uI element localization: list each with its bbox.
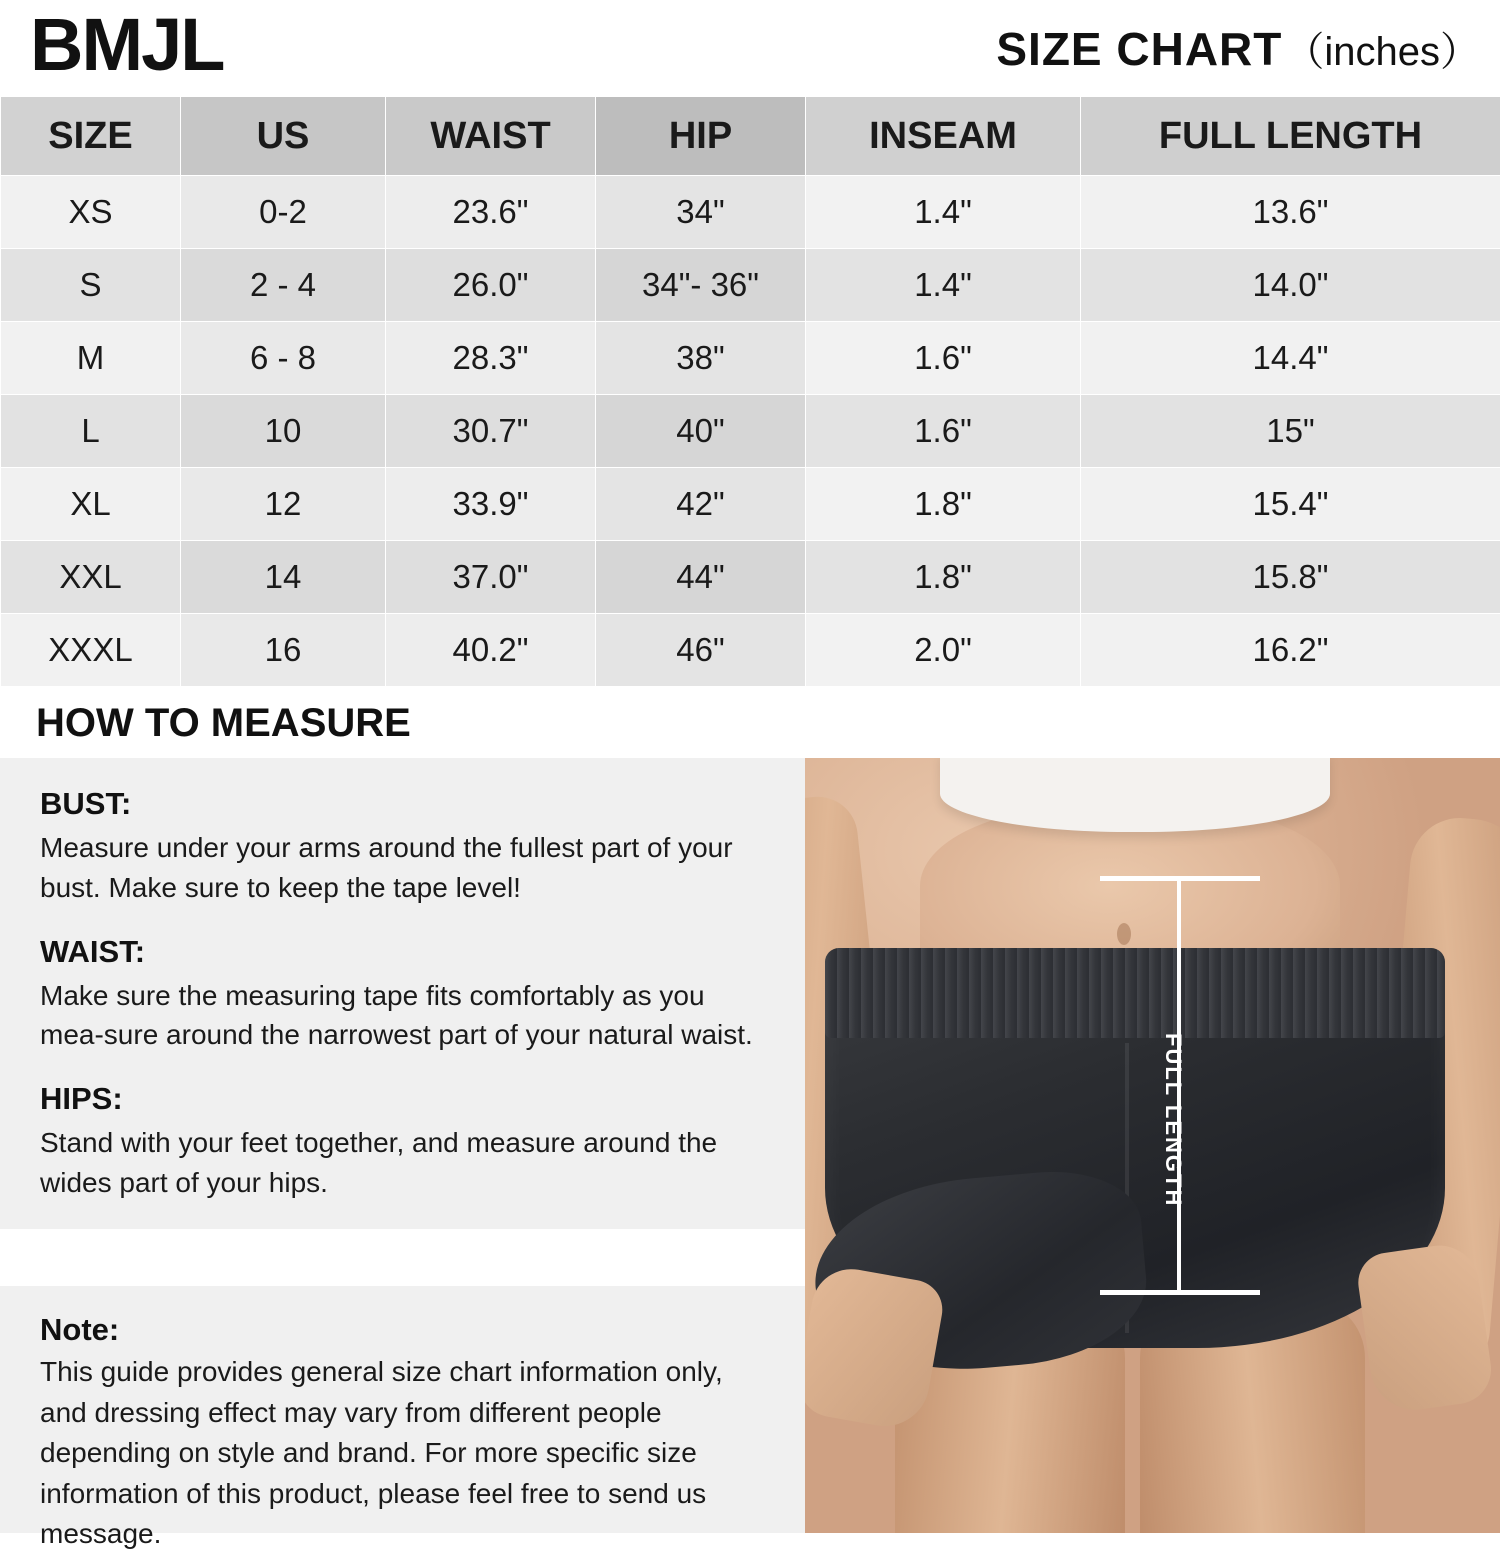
model-navel	[1117, 923, 1131, 945]
column-header-hip: HIP	[596, 97, 806, 176]
cell-us: 0-2	[181, 176, 386, 249]
column-header-inseam: INSEAM	[806, 97, 1081, 176]
cell-us: 2 - 4	[181, 249, 386, 322]
cell-hip: 34"- 36"	[596, 249, 806, 322]
how-to-measure-title: HOW TO MEASURE	[0, 687, 1500, 758]
cell-size: XXXL	[1, 614, 181, 687]
measure-and-photo-area	[0, 758, 1500, 1533]
chart-title-group	[996, 20, 1480, 77]
cell-us: 6 - 8	[181, 322, 386, 395]
note-text: This guide provides general size chart information only, and dressing effect may vary from different people depending on style and brand. For more specific size information of this product, please feel free to send us message.	[40, 1352, 771, 1555]
table-row	[1, 468, 1500, 541]
measure-cap-bottom	[1100, 1290, 1260, 1295]
page-header	[0, 0, 1500, 96]
note-panel	[0, 1286, 805, 1533]
table-row	[1, 614, 1500, 687]
table-row	[1, 541, 1500, 614]
cell-inseam: 1.4"	[806, 176, 1081, 249]
cell-hip: 44"	[596, 541, 806, 614]
brand-logo: BMJL	[30, 8, 223, 82]
cell-inseam: 1.6"	[806, 395, 1081, 468]
cell-size: L	[1, 395, 181, 468]
page-title-units: （inches）	[1284, 20, 1480, 77]
cell-waist: 30.7"	[386, 395, 596, 468]
column-header-waist: WAIST	[386, 97, 596, 176]
cell-inseam: 1.8"	[806, 541, 1081, 614]
cell-hip: 46"	[596, 614, 806, 687]
cell-waist: 40.2"	[386, 614, 596, 687]
cell-full-length: 15.4"	[1081, 468, 1500, 541]
cell-size: XXL	[1, 541, 181, 614]
cell-full-length: 13.6"	[1081, 176, 1500, 249]
cell-full-length: 15"	[1081, 395, 1500, 468]
measure-label-waist: WAIST:	[40, 934, 771, 970]
cell-full-length: 15.8"	[1081, 541, 1500, 614]
cell-us: 10	[181, 395, 386, 468]
column-header-full-length: FULL LENGTH	[1081, 97, 1500, 176]
page-title: SIZE CHART	[996, 22, 1282, 76]
panel-divider	[0, 1220, 805, 1286]
table-row	[1, 395, 1500, 468]
cell-full-length: 14.0"	[1081, 249, 1500, 322]
table-row	[1, 176, 1500, 249]
cell-hip: 34"	[596, 176, 806, 249]
cell-inseam: 2.0"	[806, 614, 1081, 687]
measure-label-bust: BUST:	[40, 786, 771, 822]
cell-inseam: 1.6"	[806, 322, 1081, 395]
measure-item-bust	[40, 786, 771, 908]
cell-us: 12	[181, 468, 386, 541]
table-header	[1, 97, 1500, 176]
cell-hip: 42"	[596, 468, 806, 541]
measure-item-hips	[40, 1081, 771, 1203]
model-crop-top	[940, 758, 1330, 832]
size-chart-table	[0, 96, 1500, 687]
table-row	[1, 322, 1500, 395]
how-to-measure-panel	[0, 758, 805, 1229]
cell-waist: 23.6"	[386, 176, 596, 249]
column-header-us: US	[181, 97, 386, 176]
measure-text-hips: Stand with your feet together, and measure around the wides part of your hips.	[40, 1123, 771, 1203]
cell-waist: 28.3"	[386, 322, 596, 395]
cell-waist: 26.0"	[386, 249, 596, 322]
cell-hip: 40"	[596, 395, 806, 468]
column-header-size: SIZE	[1, 97, 181, 176]
cell-full-length: 14.4"	[1081, 322, 1500, 395]
cell-inseam: 1.4"	[806, 249, 1081, 322]
cell-waist: 37.0"	[386, 541, 596, 614]
cell-size: XL	[1, 468, 181, 541]
measure-text-bust: Measure under your arms around the fullest part of your bust. Make sure to keep the tape level!	[40, 828, 771, 908]
note-label: Note:	[40, 1312, 771, 1348]
cell-full-length: 16.2"	[1081, 614, 1500, 687]
measure-text-waist: Make sure the measuring tape fits comfortably as you mea-sure around the narrowest part of your natural waist.	[40, 976, 771, 1056]
cell-size: XS	[1, 176, 181, 249]
cell-us: 14	[181, 541, 386, 614]
measure-item-waist	[40, 934, 771, 1056]
measure-label-hips: HIPS:	[40, 1081, 771, 1117]
table-header-row	[1, 97, 1500, 176]
cell-inseam: 1.8"	[806, 468, 1081, 541]
cell-us: 16	[181, 614, 386, 687]
cell-size: M	[1, 322, 181, 395]
skirt-waistband	[825, 948, 1445, 1038]
cell-waist: 33.9"	[386, 468, 596, 541]
measure-annotation-label: FULL LENGTH	[1160, 1033, 1186, 1207]
product-photo	[745, 758, 1500, 1533]
table-body	[1, 176, 1500, 687]
cell-hip: 38"	[596, 322, 806, 395]
cell-size: S	[1, 249, 181, 322]
table-row	[1, 249, 1500, 322]
